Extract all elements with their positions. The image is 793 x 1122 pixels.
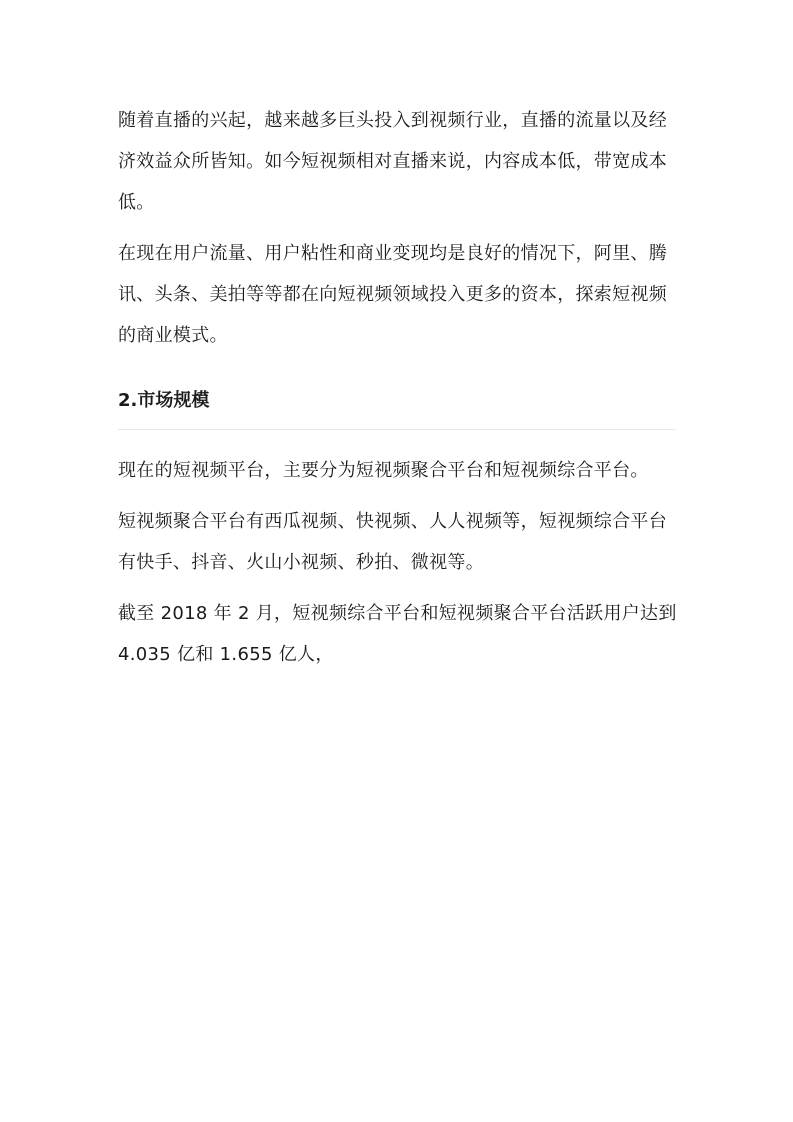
section-heading-market-size: 2.市场规模 [118,380,676,430]
document-page [118,100,678,685]
paragraph-platform-examples: 短视频聚合平台有西瓜视频、快视频、人人视频等，短视频综合平台 有快手、抖音、火山小视频、秒拍、微视等。 [118,511,667,573]
paragraph-active-users: 截至 2018 年 2 月，短视频综合平台和短视频聚合平台活跃用户达到 4.035 亿和 1.655 亿人， [118,603,677,665]
paragraph-platform-types: 现在的短视频平台，主要分为短视频聚合平台和短视频综合平台。 [118,460,649,481]
paragraph-live-streaming: 随着直播的兴起，越来越多巨头投入到视频行业，直播的流量以及经 济效益众所皆知。如今短视频相对直播来说，内容成本低，带宽成本 低。 [118,110,667,213]
paragraph-investment: 在现在用户流量、用户粘性和商业变现均是良好的情况下，阿里、腾 讯、头条、美拍等等都在向短视频领域投入更多的资本，探索短视频 的商业模式。 [118,243,667,346]
